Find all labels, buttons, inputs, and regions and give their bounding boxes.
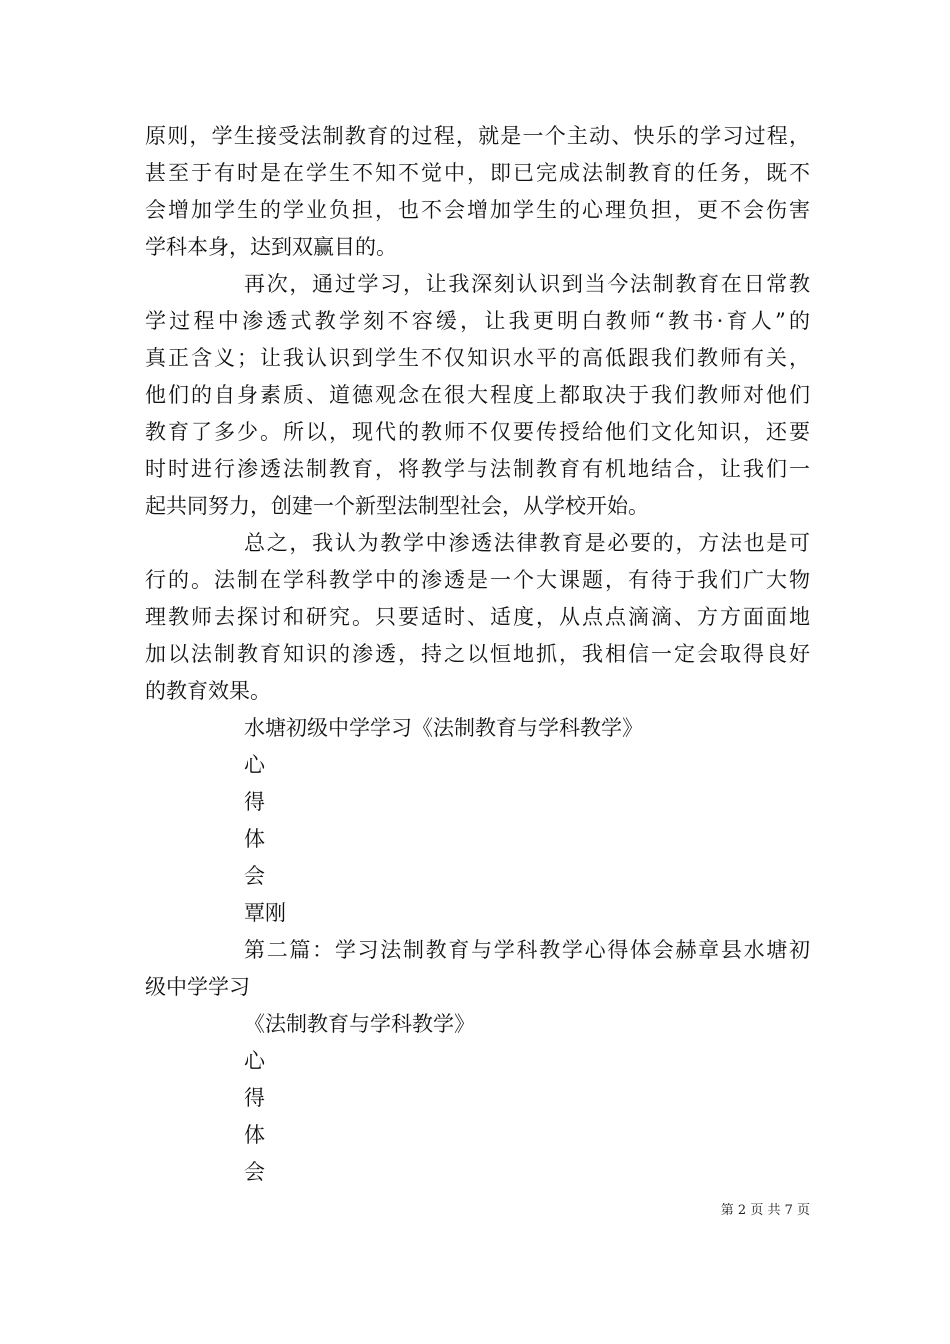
text-line: 总之，我认为教学中渗透法律教育是必要的，方法也是可 — [244, 531, 810, 555]
title-char: 体 — [244, 827, 265, 851]
title-char: 体 — [244, 1123, 265, 1147]
title-char: 会 — [244, 1160, 265, 1184]
document-body — [145, 118, 810, 1191]
title-char: 得 — [244, 790, 265, 814]
author-name: 覃刚 — [244, 901, 286, 925]
title-line: 水塘初级中学学习《法制教育与学科教学》 — [244, 716, 643, 740]
text-line: 的教育效果。 — [145, 679, 271, 703]
text-line: 再次，通过学习，让我深刻认识到当今法制教育在日常教 — [244, 272, 810, 296]
text-line: 加以法制教育知识的渗透，持之以恒地抓，我相信一定会取得良好 — [145, 642, 810, 666]
text-line: 学科本身，达到双赢目的。 — [145, 235, 397, 259]
title-char: 会 — [244, 864, 265, 888]
text-line: 真正含义；让我认识到学生不仅知识水平的高低跟我们教师有关， — [145, 346, 810, 370]
text-line: 教育了多少。所以，现代的教师不仅要传授给他们文化知识，还要 — [145, 420, 810, 444]
page-number: 第 2 页 共 7 页 — [720, 1203, 810, 1218]
title-char: 心 — [244, 1049, 265, 1073]
text-line: 会增加学生的学业负担，也不会增加学生的心理负担，更不会伤害 — [145, 198, 810, 222]
text-line: 理教师去探讨和研究。只要适时、适度，从点点滴滴、方方面面地 — [145, 605, 810, 629]
title-char: 得 — [244, 1086, 265, 1110]
section-heading: 级中学学习 — [145, 975, 250, 999]
title-char: 心 — [244, 753, 265, 777]
text-line: 学过程中渗透式教学刻不容缓，让我更明白教师“教书·育人”的 — [145, 309, 810, 333]
text-line: 行的。法制在学科教学中的渗透是一个大课题，有待于我们广大物 — [145, 568, 810, 592]
text-line: 甚至于有时是在学生不知不觉中，即已完成法制教育的任务，既不 — [145, 161, 810, 185]
text-line: 原则，学生接受法制教育的过程，就是一个主动、快乐的学习过程， — [145, 124, 810, 148]
section-heading: 第二篇：学习法制教育与学科教学心得体会赫章县水塘初 — [244, 938, 810, 962]
text-line: 他们的自身素质、道德观念在很大程度上都取决于我们教师对他们 — [145, 383, 810, 407]
title-line: 《法制教育与学科教学》 — [244, 1012, 475, 1036]
text-line: 起共同努力，创建一个新型法制型社会，从学校开始。 — [145, 494, 649, 518]
text-line: 时时进行渗透法制教育，将教学与法制教育有机地结合，让我们一 — [145, 457, 810, 481]
